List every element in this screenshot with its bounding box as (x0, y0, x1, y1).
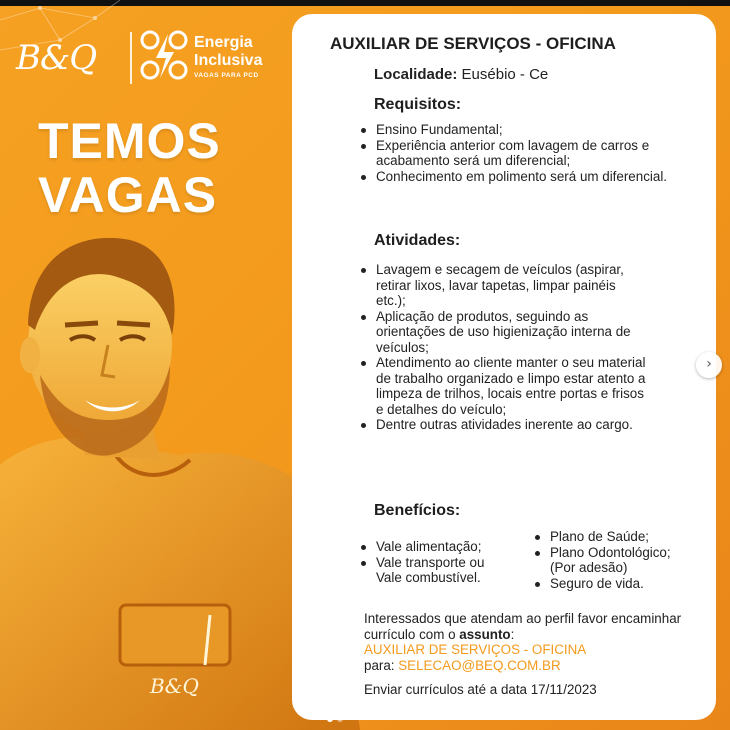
chevron-right-icon: › (706, 356, 712, 372)
list-item: Experiência anterior com lavagem de carros e acabamento será um diferencial; (358, 138, 658, 169)
beq-logo: B&Q (16, 38, 97, 78)
list-item: Aplicação de produtos, seguindo as orientações de uso higienização interna de veículos; (358, 309, 643, 356)
energia-inclusiva-logo (138, 28, 290, 88)
atividades-heading: Atividades: (374, 232, 461, 249)
carousel-dot[interactable] (327, 716, 333, 722)
para-label: para: (364, 657, 399, 673)
requisitos-heading: Requisitos: (374, 96, 462, 113)
beneficios-right (532, 529, 712, 591)
list-item: Dentre outras atividades inerente ao cargo. (358, 417, 658, 433)
list-item: Plano Odontológico; (Por adesão) (532, 545, 682, 576)
list-item: Vale transporte ou Vale combustível. (358, 555, 508, 586)
beneficios-heading: Benefícios: (374, 502, 461, 519)
requisitos-list (358, 122, 708, 184)
list-item: Seguro de vida. (532, 576, 712, 592)
atividades-list (358, 262, 678, 433)
email-link[interactable]: SELECAO@BEQ.COM.BR (398, 657, 561, 673)
list-item: Conhecimento em polimento será um diferencial. (358, 169, 668, 185)
headline-line1: TEMOS (38, 113, 221, 169)
logo-divider (130, 32, 132, 84)
job-card (292, 14, 716, 720)
headline (38, 114, 268, 222)
location-label: Localidade: (374, 66, 458, 83)
beneficios-left (358, 539, 528, 586)
list-item: Atendimento ao cliente manter o seu material de trabalho organizado e limpo estar atento a limpeza de trilhos, locais entre portas e frisos e detalhes do veículo; (358, 355, 648, 417)
list-item: Lavagem e secagem de veículos (aspirar, retirar lixos, lavar tapetas, limpar painéis etc.); (358, 262, 633, 309)
energia-grid-icon (138, 28, 190, 84)
headline-line2: VAGAS (38, 167, 218, 223)
assunto-label: assunto (459, 626, 511, 642)
location-value: Eusébio - Ce (461, 66, 549, 83)
assunto-value: AUXILIAR DE SERVIÇOS - OFICINA (364, 642, 587, 657)
energia-line1: Energia (194, 34, 253, 51)
contact-info (364, 611, 694, 673)
energia-tagline: VAGAS PARA PCD (194, 72, 259, 79)
carousel-dots (325, 707, 345, 715)
list-item: Vale alimentação; (358, 539, 528, 555)
assunto-colon: : (510, 626, 515, 642)
energia-line2: Inclusiva (194, 52, 263, 69)
list-item: Plano de Saúde; (532, 529, 712, 545)
deadline: Enviar currículos até a data 17/11/2023 (364, 682, 597, 697)
list-item: Ensino Fundamental; (358, 122, 708, 138)
location (374, 66, 548, 83)
contact-intro: Interessados que atendam ao perfil favor encaminhar currículo com o (364, 611, 682, 642)
job-title: AUXILIAR DE SERVIÇOS - OFICINA (330, 34, 616, 53)
shirt-logo: B&Q (150, 674, 199, 698)
carousel-next-button[interactable] (696, 352, 722, 378)
carousel-dot[interactable] (337, 716, 343, 722)
